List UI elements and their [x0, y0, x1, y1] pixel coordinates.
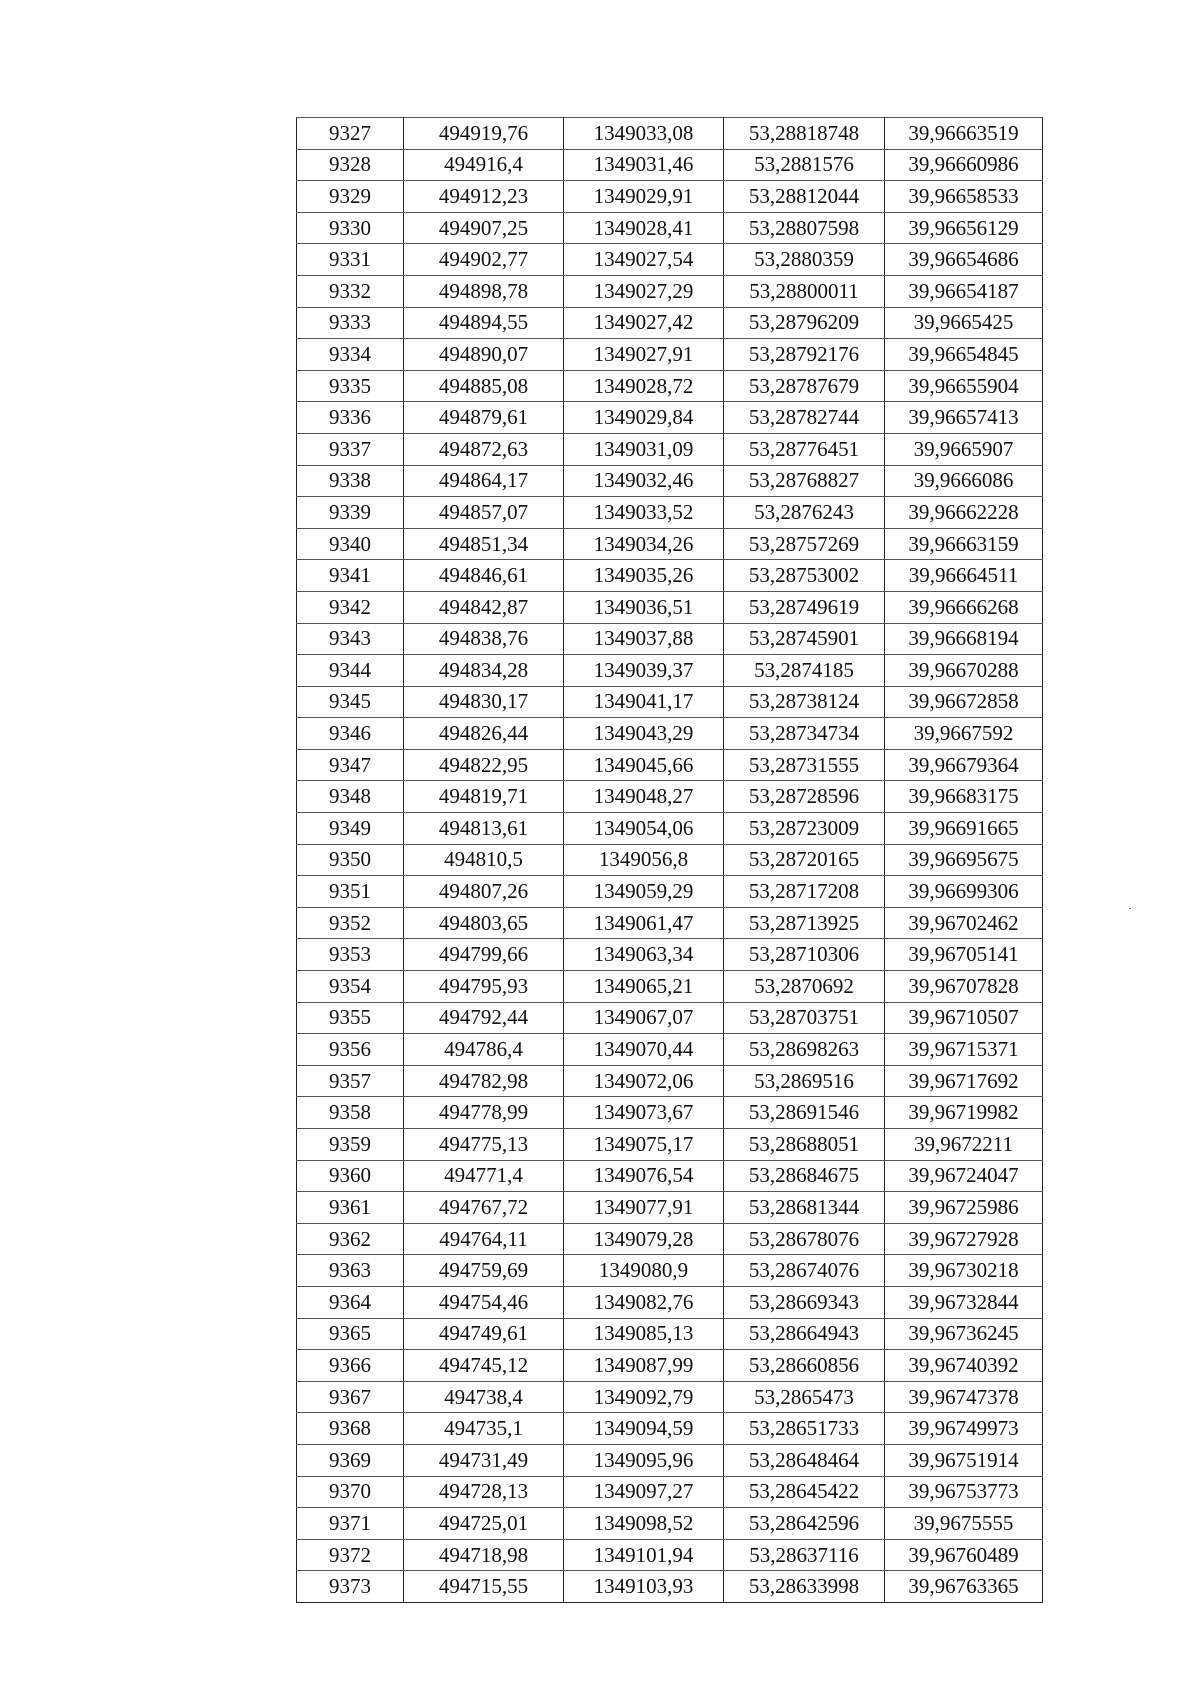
longitude-cell: 39,9665425: [885, 307, 1043, 339]
latitude-cell: 53,28728596: [724, 781, 885, 813]
x-coordinate-cell: 494919,76: [404, 118, 564, 150]
point-number-cell: 9352: [297, 907, 404, 939]
point-number-cell: 9337: [297, 433, 404, 465]
x-coordinate-cell: 494745,12: [404, 1350, 564, 1382]
y-coordinate-cell: 1349032,46: [564, 465, 724, 497]
x-coordinate-cell: 494771,4: [404, 1160, 564, 1192]
table-row: [297, 528, 1043, 560]
y-coordinate-cell: 1349041,17: [564, 686, 724, 718]
point-number-cell: 9332: [297, 275, 404, 307]
y-coordinate-cell: 1349027,91: [564, 339, 724, 371]
longitude-cell: 39,96666268: [885, 591, 1043, 623]
y-coordinate-cell: 1349101,94: [564, 1539, 724, 1571]
y-coordinate-cell: 1349043,29: [564, 718, 724, 750]
x-coordinate-cell: 494735,1: [404, 1413, 564, 1445]
coordinates-table-body: [297, 118, 1043, 1603]
y-coordinate-cell: 1349077,91: [564, 1192, 724, 1224]
point-number-cell: 9345: [297, 686, 404, 718]
longitude-cell: 39,96753773: [885, 1476, 1043, 1508]
y-coordinate-cell: 1349034,26: [564, 528, 724, 560]
point-number-cell: 9338: [297, 465, 404, 497]
table-row: [297, 844, 1043, 876]
table-row: [297, 1318, 1043, 1350]
longitude-cell: 39,96663159: [885, 528, 1043, 560]
y-coordinate-cell: 1349082,76: [564, 1286, 724, 1318]
y-coordinate-cell: 1349061,47: [564, 907, 724, 939]
y-coordinate-cell: 1349070,44: [564, 1034, 724, 1066]
x-coordinate-cell: 494857,07: [404, 497, 564, 529]
coordinates-table: [296, 117, 1043, 1603]
table-row: [297, 560, 1043, 592]
table-row: [297, 939, 1043, 971]
longitude-cell: 39,96683175: [885, 781, 1043, 813]
y-coordinate-cell: 1349059,29: [564, 876, 724, 908]
latitude-cell: 53,28749619: [724, 591, 885, 623]
table-row: [297, 813, 1043, 845]
table-row: [297, 781, 1043, 813]
point-number-cell: 9361: [297, 1192, 404, 1224]
longitude-cell: 39,96751914: [885, 1444, 1043, 1476]
point-number-cell: 9347: [297, 749, 404, 781]
x-coordinate-cell: 494822,95: [404, 749, 564, 781]
x-coordinate-cell: 494759,69: [404, 1255, 564, 1287]
longitude-cell: 39,9675555: [885, 1508, 1043, 1540]
table-row: [297, 971, 1043, 1003]
latitude-cell: 53,2880359: [724, 244, 885, 276]
point-number-cell: 9346: [297, 718, 404, 750]
x-coordinate-cell: 494907,25: [404, 212, 564, 244]
x-coordinate-cell: 494782,98: [404, 1065, 564, 1097]
point-number-cell: 9373: [297, 1571, 404, 1603]
x-coordinate-cell: 494890,07: [404, 339, 564, 371]
latitude-cell: 53,28691546: [724, 1097, 885, 1129]
point-number-cell: 9363: [297, 1255, 404, 1287]
longitude-cell: 39,96740392: [885, 1350, 1043, 1382]
longitude-cell: 39,96747378: [885, 1381, 1043, 1413]
x-coordinate-cell: 494902,77: [404, 244, 564, 276]
y-coordinate-cell: 1349085,13: [564, 1318, 724, 1350]
longitude-cell: 39,96655904: [885, 370, 1043, 402]
table-row: [297, 1508, 1043, 1540]
x-coordinate-cell: 494819,71: [404, 781, 564, 813]
latitude-cell: 53,28664943: [724, 1318, 885, 1350]
latitude-cell: 53,28698263: [724, 1034, 885, 1066]
latitude-cell: 53,28812044: [724, 181, 885, 213]
point-number-cell: 9357: [297, 1065, 404, 1097]
y-coordinate-cell: 1349031,09: [564, 433, 724, 465]
table-row: [297, 118, 1043, 150]
latitude-cell: 53,28684675: [724, 1160, 885, 1192]
y-coordinate-cell: 1349028,41: [564, 212, 724, 244]
y-coordinate-cell: 1349098,52: [564, 1508, 724, 1540]
longitude-cell: 39,9665907: [885, 433, 1043, 465]
longitude-cell: 39,9672211: [885, 1129, 1043, 1161]
y-coordinate-cell: 1349045,66: [564, 749, 724, 781]
latitude-cell: 53,28688051: [724, 1129, 885, 1161]
table-row: [297, 1381, 1043, 1413]
y-coordinate-cell: 1349054,06: [564, 813, 724, 845]
x-coordinate-cell: 494786,4: [404, 1034, 564, 1066]
y-coordinate-cell: 1349039,37: [564, 655, 724, 687]
point-number-cell: 9327: [297, 118, 404, 150]
y-coordinate-cell: 1349095,96: [564, 1444, 724, 1476]
point-number-cell: 9348: [297, 781, 404, 813]
x-coordinate-cell: 494799,66: [404, 939, 564, 971]
x-coordinate-cell: 494754,46: [404, 1286, 564, 1318]
longitude-cell: 39,96654187: [885, 275, 1043, 307]
point-number-cell: 9355: [297, 1002, 404, 1034]
longitude-cell: 39,96725986: [885, 1192, 1043, 1224]
y-coordinate-cell: 1349073,67: [564, 1097, 724, 1129]
x-coordinate-cell: 494749,61: [404, 1318, 564, 1350]
x-coordinate-cell: 494830,17: [404, 686, 564, 718]
longitude-cell: 39,96658533: [885, 181, 1043, 213]
y-coordinate-cell: 1349033,08: [564, 118, 724, 150]
longitude-cell: 39,96710507: [885, 1002, 1043, 1034]
table-row: [297, 1571, 1043, 1603]
latitude-cell: 53,28738124: [724, 686, 885, 718]
point-number-cell: 9370: [297, 1476, 404, 1508]
x-coordinate-cell: 494767,72: [404, 1192, 564, 1224]
longitude-cell: 39,96724047: [885, 1160, 1043, 1192]
y-coordinate-cell: 1349036,51: [564, 591, 724, 623]
point-number-cell: 9335: [297, 370, 404, 402]
latitude-cell: 53,28807598: [724, 212, 885, 244]
latitude-cell: 53,28648464: [724, 1444, 885, 1476]
x-coordinate-cell: 494846,61: [404, 560, 564, 592]
table-row: [297, 623, 1043, 655]
latitude-cell: 53,2870692: [724, 971, 885, 1003]
x-coordinate-cell: 494851,34: [404, 528, 564, 560]
longitude-cell: 39,96691665: [885, 813, 1043, 845]
table-row: [297, 1255, 1043, 1287]
x-coordinate-cell: 494894,55: [404, 307, 564, 339]
table-row: [297, 1413, 1043, 1445]
table-row: [297, 1065, 1043, 1097]
x-coordinate-cell: 494792,44: [404, 1002, 564, 1034]
x-coordinate-cell: 494803,65: [404, 907, 564, 939]
table-row: [297, 1129, 1043, 1161]
x-coordinate-cell: 494834,28: [404, 655, 564, 687]
x-coordinate-cell: 494838,76: [404, 623, 564, 655]
latitude-cell: 53,28674076: [724, 1255, 885, 1287]
x-coordinate-cell: 494810,5: [404, 844, 564, 876]
x-coordinate-cell: 494725,01: [404, 1508, 564, 1540]
point-number-cell: 9356: [297, 1034, 404, 1066]
latitude-cell: 53,28731555: [724, 749, 885, 781]
longitude-cell: 39,96654845: [885, 339, 1043, 371]
y-coordinate-cell: 1349103,93: [564, 1571, 724, 1603]
point-number-cell: 9334: [297, 339, 404, 371]
table-row: [297, 655, 1043, 687]
table-row: [297, 1002, 1043, 1034]
latitude-cell: 53,28678076: [724, 1223, 885, 1255]
table-row: [297, 402, 1043, 434]
latitude-cell: 53,28642596: [724, 1508, 885, 1540]
longitude-cell: 39,96656129: [885, 212, 1043, 244]
latitude-cell: 53,28745901: [724, 623, 885, 655]
latitude-cell: 53,28681344: [724, 1192, 885, 1224]
table-row: [297, 212, 1043, 244]
x-coordinate-cell: 494795,93: [404, 971, 564, 1003]
latitude-cell: 53,28720165: [724, 844, 885, 876]
table-row: [297, 149, 1043, 181]
y-coordinate-cell: 1349092,79: [564, 1381, 724, 1413]
x-coordinate-cell: 494879,61: [404, 402, 564, 434]
x-coordinate-cell: 494916,4: [404, 149, 564, 181]
y-coordinate-cell: 1349080,9: [564, 1255, 724, 1287]
latitude-cell: 53,28669343: [724, 1286, 885, 1318]
latitude-cell: 53,28633998: [724, 1571, 885, 1603]
point-number-cell: 9328: [297, 149, 404, 181]
latitude-cell: 53,28651733: [724, 1413, 885, 1445]
latitude-cell: 53,28637116: [724, 1539, 885, 1571]
y-coordinate-cell: 1349063,34: [564, 939, 724, 971]
latitude-cell: 53,28818748: [724, 118, 885, 150]
table-row: [297, 907, 1043, 939]
longitude-cell: 39,96705141: [885, 939, 1043, 971]
y-coordinate-cell: 1349075,17: [564, 1129, 724, 1161]
latitude-cell: 53,28734734: [724, 718, 885, 750]
point-number-cell: 9341: [297, 560, 404, 592]
point-number-cell: 9366: [297, 1350, 404, 1382]
table-row: [297, 686, 1043, 718]
latitude-cell: 53,28723009: [724, 813, 885, 845]
table-row: [297, 244, 1043, 276]
point-number-cell: 9340: [297, 528, 404, 560]
latitude-cell: 53,28703751: [724, 1002, 885, 1034]
x-coordinate-cell: 494807,26: [404, 876, 564, 908]
latitude-cell: 53,28796209: [724, 307, 885, 339]
table-row: [297, 1286, 1043, 1318]
y-coordinate-cell: 1349065,21: [564, 971, 724, 1003]
table-row: [297, 1476, 1043, 1508]
y-coordinate-cell: 1349048,27: [564, 781, 724, 813]
longitude-cell: 39,9666086: [885, 465, 1043, 497]
x-coordinate-cell: 494912,23: [404, 181, 564, 213]
y-coordinate-cell: 1349028,72: [564, 370, 724, 402]
x-coordinate-cell: 494778,99: [404, 1097, 564, 1129]
y-coordinate-cell: 1349072,06: [564, 1065, 724, 1097]
longitude-cell: 39,96702462: [885, 907, 1043, 939]
longitude-cell: 39,96736245: [885, 1318, 1043, 1350]
point-number-cell: 9360: [297, 1160, 404, 1192]
table-row: [297, 749, 1043, 781]
latitude-cell: 53,28800011: [724, 275, 885, 307]
x-coordinate-cell: 494718,98: [404, 1539, 564, 1571]
latitude-cell: 53,2876243: [724, 497, 885, 529]
table-row: [297, 718, 1043, 750]
longitude-cell: 39,96664511: [885, 560, 1043, 592]
x-coordinate-cell: 494728,13: [404, 1476, 564, 1508]
x-coordinate-cell: 494898,78: [404, 275, 564, 307]
longitude-cell: 39,96715371: [885, 1034, 1043, 1066]
longitude-cell: 39,96719982: [885, 1097, 1043, 1129]
longitude-cell: 39,96727928: [885, 1223, 1043, 1255]
longitude-cell: 39,96679364: [885, 749, 1043, 781]
x-coordinate-cell: 494885,08: [404, 370, 564, 402]
table-row: [297, 1160, 1043, 1192]
longitude-cell: 39,96760489: [885, 1539, 1043, 1571]
scan-speck: [1129, 908, 1131, 909]
latitude-cell: 53,28713925: [724, 907, 885, 939]
table-row: [297, 275, 1043, 307]
y-coordinate-cell: 1349027,29: [564, 275, 724, 307]
point-number-cell: 9350: [297, 844, 404, 876]
latitude-cell: 53,28782744: [724, 402, 885, 434]
y-coordinate-cell: 1349029,91: [564, 181, 724, 213]
latitude-cell: 53,28757269: [724, 528, 885, 560]
point-number-cell: 9371: [297, 1508, 404, 1540]
x-coordinate-cell: 494826,44: [404, 718, 564, 750]
point-number-cell: 9339: [297, 497, 404, 529]
longitude-cell: 39,96699306: [885, 876, 1043, 908]
y-coordinate-cell: 1349031,46: [564, 149, 724, 181]
y-coordinate-cell: 1349027,42: [564, 307, 724, 339]
longitude-cell: 39,96660986: [885, 149, 1043, 181]
y-coordinate-cell: 1349029,84: [564, 402, 724, 434]
point-number-cell: 9359: [297, 1129, 404, 1161]
table-row: [297, 1097, 1043, 1129]
point-number-cell: 9372: [297, 1539, 404, 1571]
y-coordinate-cell: 1349067,07: [564, 1002, 724, 1034]
x-coordinate-cell: 494872,63: [404, 433, 564, 465]
x-coordinate-cell: 494738,4: [404, 1381, 564, 1413]
table-row: [297, 1034, 1043, 1066]
y-coordinate-cell: 1349033,52: [564, 497, 724, 529]
table-row: [297, 465, 1043, 497]
table-row: [297, 1350, 1043, 1382]
x-coordinate-cell: 494842,87: [404, 591, 564, 623]
latitude-cell: 53,28753002: [724, 560, 885, 592]
y-coordinate-cell: 1349035,26: [564, 560, 724, 592]
table-row: [297, 1192, 1043, 1224]
point-number-cell: 9329: [297, 181, 404, 213]
point-number-cell: 9351: [297, 876, 404, 908]
table-row: [297, 497, 1043, 529]
table-row: [297, 591, 1043, 623]
table-row: [297, 876, 1043, 908]
table-row: [297, 433, 1043, 465]
table-row: [297, 181, 1043, 213]
y-coordinate-cell: 1349037,88: [564, 623, 724, 655]
point-number-cell: 9358: [297, 1097, 404, 1129]
longitude-cell: 39,96695675: [885, 844, 1043, 876]
x-coordinate-cell: 494715,55: [404, 1571, 564, 1603]
longitude-cell: 39,96663519: [885, 118, 1043, 150]
latitude-cell: 53,2869516: [724, 1065, 885, 1097]
longitude-cell: 39,96668194: [885, 623, 1043, 655]
y-coordinate-cell: 1349087,99: [564, 1350, 724, 1382]
longitude-cell: 39,96654686: [885, 244, 1043, 276]
latitude-cell: 53,28776451: [724, 433, 885, 465]
latitude-cell: 53,28660856: [724, 1350, 885, 1382]
latitude-cell: 53,28787679: [724, 370, 885, 402]
longitude-cell: 39,96717692: [885, 1065, 1043, 1097]
latitude-cell: 53,2874185: [724, 655, 885, 687]
longitude-cell: 39,96662228: [885, 497, 1043, 529]
point-number-cell: 9369: [297, 1444, 404, 1476]
table-row: [297, 339, 1043, 371]
latitude-cell: 53,28645422: [724, 1476, 885, 1508]
point-number-cell: 9354: [297, 971, 404, 1003]
point-number-cell: 9349: [297, 813, 404, 845]
longitude-cell: 39,96657413: [885, 402, 1043, 434]
longitude-cell: 39,96707828: [885, 971, 1043, 1003]
longitude-cell: 39,96749973: [885, 1413, 1043, 1445]
latitude-cell: 53,28717208: [724, 876, 885, 908]
point-number-cell: 9368: [297, 1413, 404, 1445]
y-coordinate-cell: 1349027,54: [564, 244, 724, 276]
longitude-cell: 39,96763365: [885, 1571, 1043, 1603]
y-coordinate-cell: 1349079,28: [564, 1223, 724, 1255]
longitude-cell: 39,96732844: [885, 1286, 1043, 1318]
longitude-cell: 39,9667592: [885, 718, 1043, 750]
longitude-cell: 39,96670288: [885, 655, 1043, 687]
x-coordinate-cell: 494813,61: [404, 813, 564, 845]
table-row: [297, 307, 1043, 339]
x-coordinate-cell: 494864,17: [404, 465, 564, 497]
point-number-cell: 9333: [297, 307, 404, 339]
point-number-cell: 9343: [297, 623, 404, 655]
latitude-cell: 53,28710306: [724, 939, 885, 971]
point-number-cell: 9331: [297, 244, 404, 276]
table-row: [297, 1444, 1043, 1476]
latitude-cell: 53,2881576: [724, 149, 885, 181]
latitude-cell: 53,28768827: [724, 465, 885, 497]
latitude-cell: 53,2865473: [724, 1381, 885, 1413]
point-number-cell: 9367: [297, 1381, 404, 1413]
point-number-cell: 9330: [297, 212, 404, 244]
table-row: [297, 370, 1043, 402]
point-number-cell: 9342: [297, 591, 404, 623]
x-coordinate-cell: 494775,13: [404, 1129, 564, 1161]
point-number-cell: 9344: [297, 655, 404, 687]
point-number-cell: 9353: [297, 939, 404, 971]
latitude-cell: 53,28792176: [724, 339, 885, 371]
x-coordinate-cell: 494764,11: [404, 1223, 564, 1255]
longitude-cell: 39,96672858: [885, 686, 1043, 718]
point-number-cell: 9362: [297, 1223, 404, 1255]
x-coordinate-cell: 494731,49: [404, 1444, 564, 1476]
point-number-cell: 9336: [297, 402, 404, 434]
y-coordinate-cell: 1349056,8: [564, 844, 724, 876]
table-row: [297, 1223, 1043, 1255]
point-number-cell: 9365: [297, 1318, 404, 1350]
y-coordinate-cell: 1349076,54: [564, 1160, 724, 1192]
longitude-cell: 39,96730218: [885, 1255, 1043, 1287]
table-row: [297, 1539, 1043, 1571]
y-coordinate-cell: 1349097,27: [564, 1476, 724, 1508]
y-coordinate-cell: 1349094,59: [564, 1413, 724, 1445]
point-number-cell: 9364: [297, 1286, 404, 1318]
